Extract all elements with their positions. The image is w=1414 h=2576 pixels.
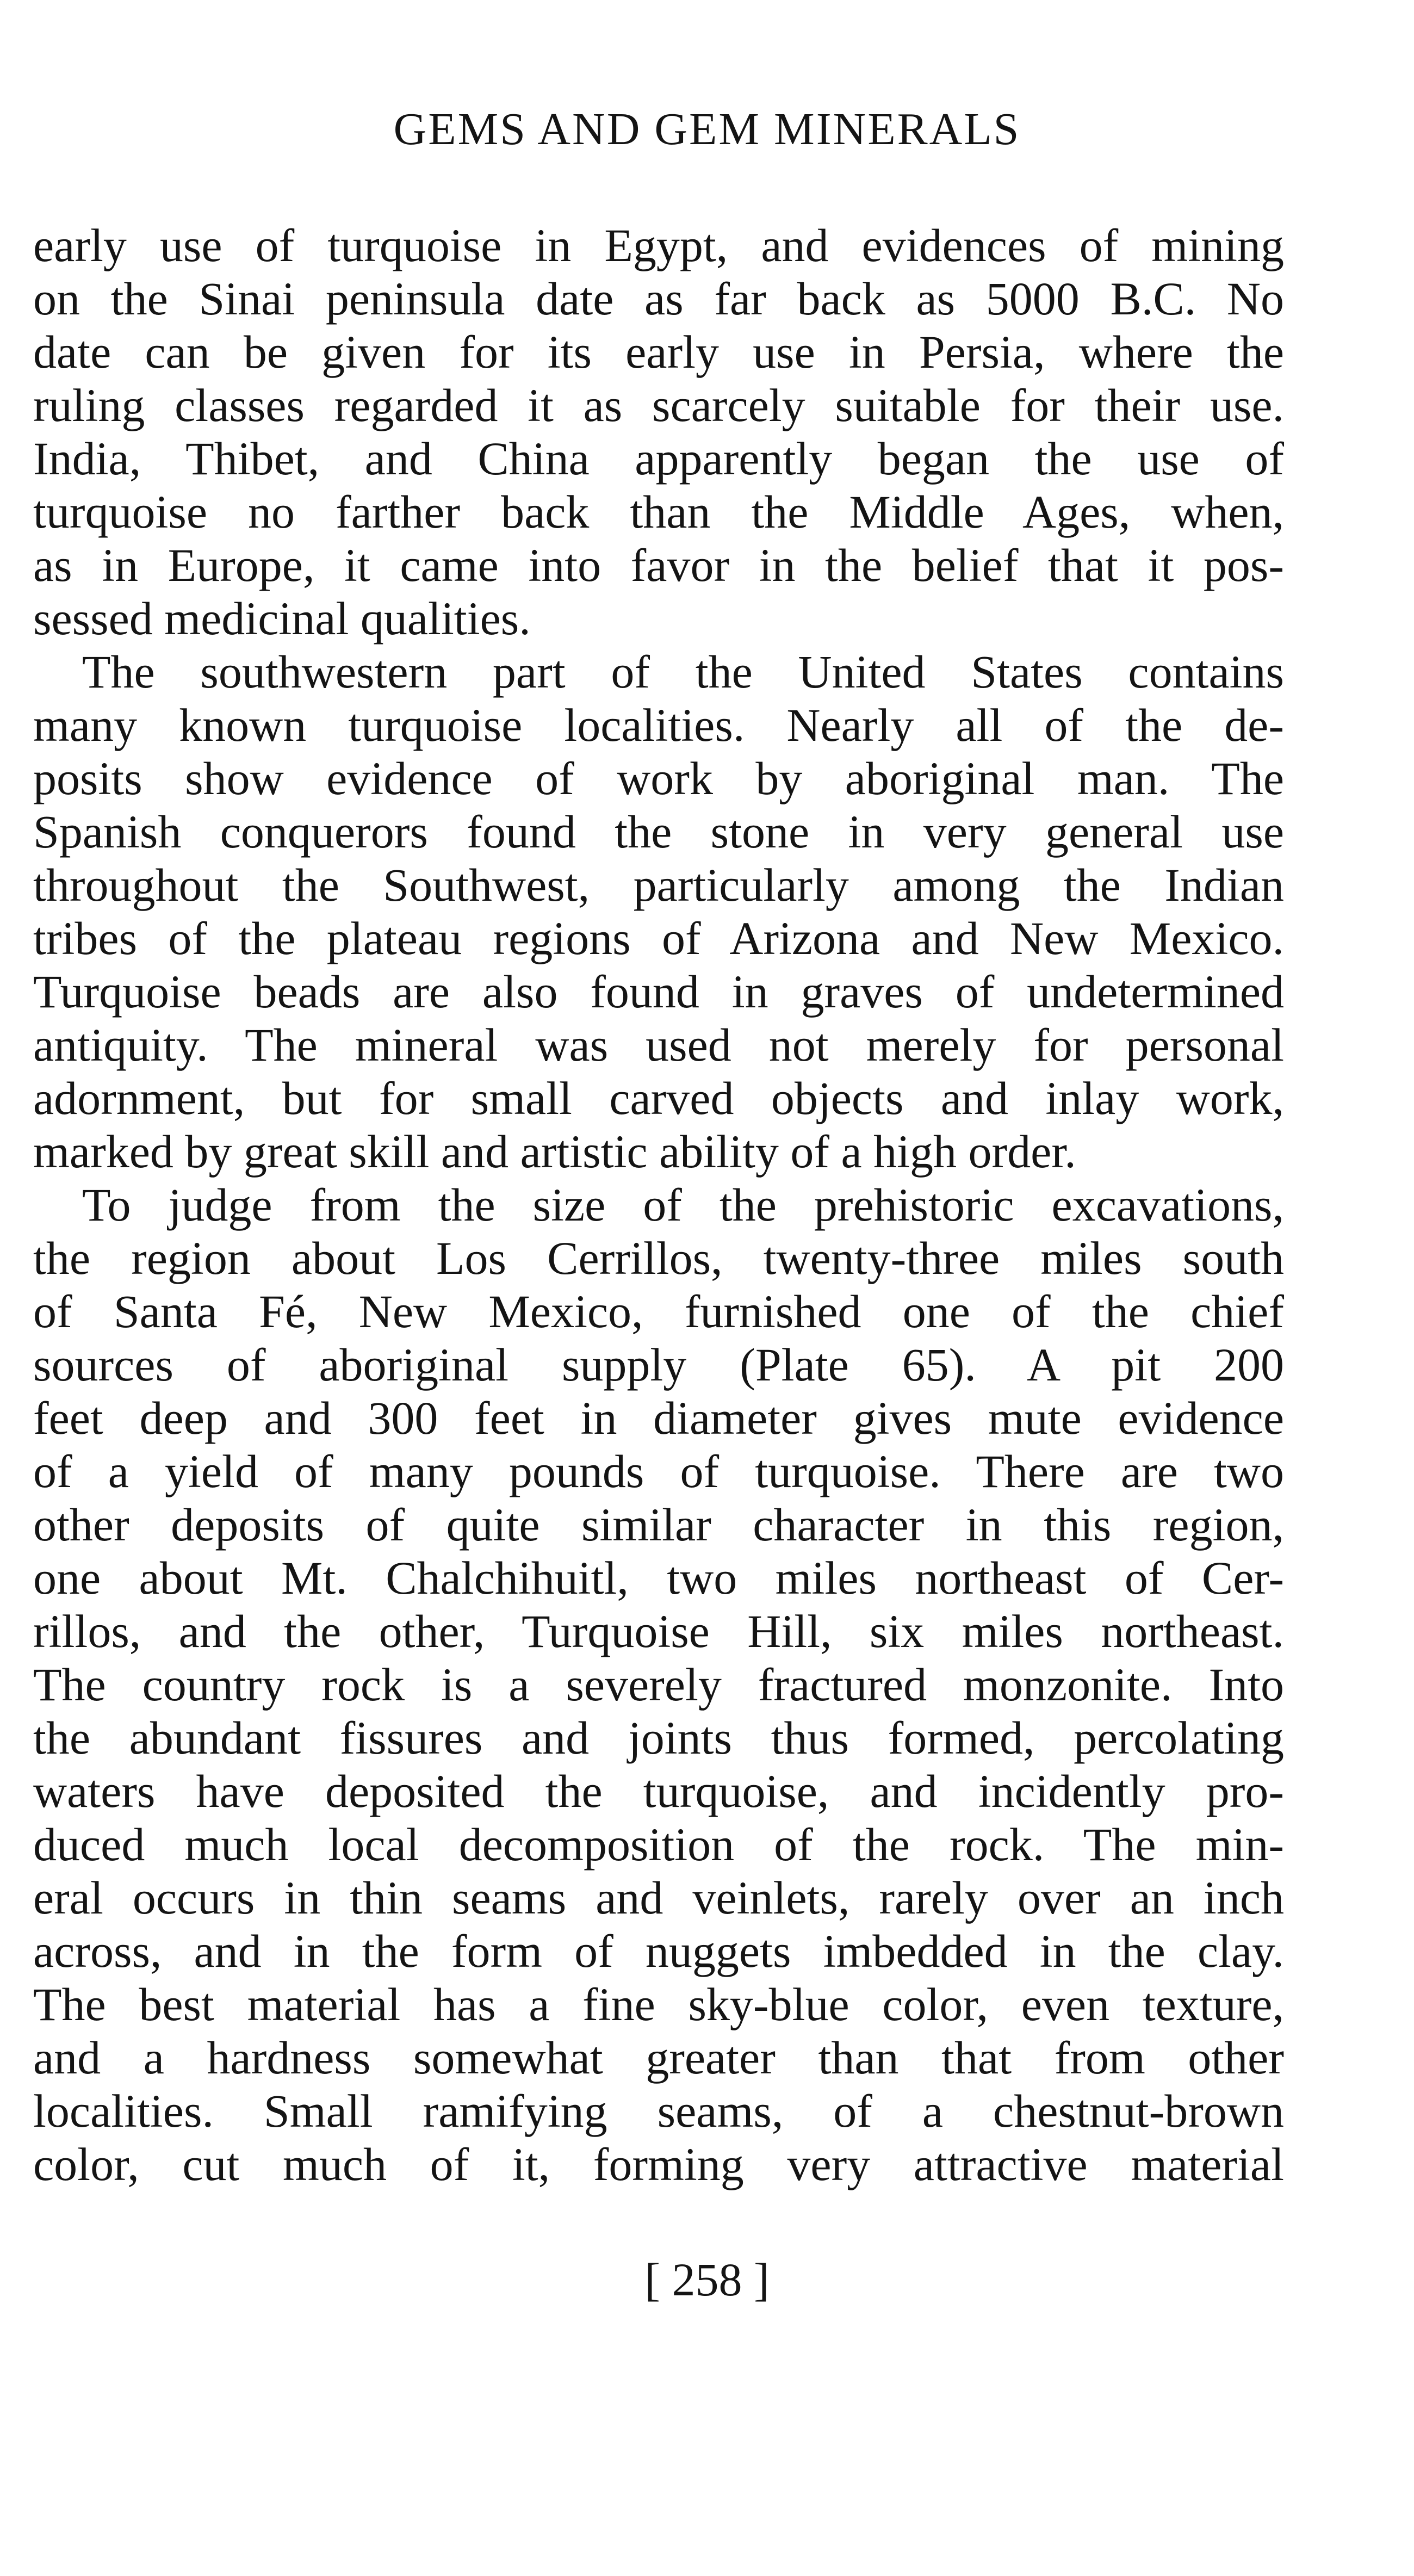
page-number: [ 258 ]: [644, 2253, 770, 2306]
text-line: posits show evidence of work by aboriginal man. The: [33, 752, 1284, 804]
text-line: antiquity. The mineral was used not merely for personal: [33, 1019, 1284, 1071]
text-line: The best material has a fine sky-blue color, even texture,: [33, 1978, 1284, 2030]
text-line: early use of turquoise in Egypt, and evidences of mining: [33, 219, 1284, 271]
text-line: feet deep and 300 feet in diameter gives mute evidence: [33, 1392, 1284, 1444]
text-line: and a hardness somewhat greater than that from other: [33, 2032, 1284, 2084]
text-line: Turquoise beads are also found in graves of undetermined: [33, 965, 1284, 1018]
text-line: eral occurs in thin seams and veinlets, rarely over an inch: [33, 1872, 1284, 1924]
text-line: the abundant fissures and joints thus formed, percolating: [33, 1712, 1284, 1764]
text-line: on the Sinai peninsula date as far back as 5000 B.C. No: [33, 273, 1284, 325]
text-line: other deposits of quite similar character in this region,: [33, 1498, 1284, 1551]
text-line: of Santa Fé, New Mexico, furnished one of the chief: [33, 1285, 1284, 1337]
running-head: GEMS AND GEM MINERALS: [393, 104, 1021, 154]
text-line: date can be given for its early use in Persia, where the: [33, 326, 1284, 378]
text-line: tribes of the plateau regions of Arizona and New Mexico.: [33, 912, 1284, 964]
text-line: The country rock is a severely fractured monzonite. Into: [33, 1658, 1284, 1711]
text-line: India, Thibet, and China apparently began the use of: [33, 432, 1284, 485]
text-line: sources of aboriginal supply (Plate 65). A pit 200: [33, 1339, 1284, 1391]
text-line: many known turquoise localities. Nearly all of the de-: [33, 699, 1284, 751]
text-line: To judge from the size of the prehistoric excavations,: [82, 1179, 1284, 1231]
text-line: turquoise no farther back than the Middle Ages, when,: [33, 486, 1284, 538]
text-line: throughout the Southwest, particularly among the Indian: [33, 859, 1284, 911]
text-line: across, and in the form of nuggets imbedded in the clay.: [33, 1925, 1284, 1977]
text-line: marked by great skill and artistic ability of a high order.: [33, 1125, 1076, 1178]
text-line: waters have deposited the turquoise, and incidently pro-: [33, 1765, 1284, 1817]
text-line: The southwestern part of the United States contains: [82, 646, 1284, 698]
text-line: the region about Los Cerrillos, twenty-three miles south: [33, 1232, 1284, 1284]
text-line: sessed medicinal qualities.: [33, 592, 531, 645]
body-text: [33, 219, 1284, 2191]
text-line: duced much local decomposition of the rock. The min-: [33, 1818, 1284, 1871]
text-line: color, cut much of it, forming very attractive material: [33, 2138, 1284, 2190]
text-line: of a yield of many pounds of turquoise. There are two: [33, 1445, 1284, 1497]
text-line: adornment, but for small carved objects and inlay work,: [33, 1072, 1284, 1124]
text-line: rillos, and the other, Turquoise Hill, six miles northeast.: [33, 1605, 1284, 1657]
text-line: one about Mt. Chalchihuitl, two miles northeast of Cer-: [33, 1552, 1284, 1604]
text-line: localities. Small ramifying seams, of a chestnut-brown: [33, 2085, 1284, 2137]
text-line: ruling classes regarded it as scarcely suitable for their use.: [33, 379, 1284, 431]
text-line: as in Europe, it came into favor in the belief that it pos-: [33, 539, 1284, 591]
text-line: Spanish conquerors found the stone in very general use: [33, 806, 1284, 858]
